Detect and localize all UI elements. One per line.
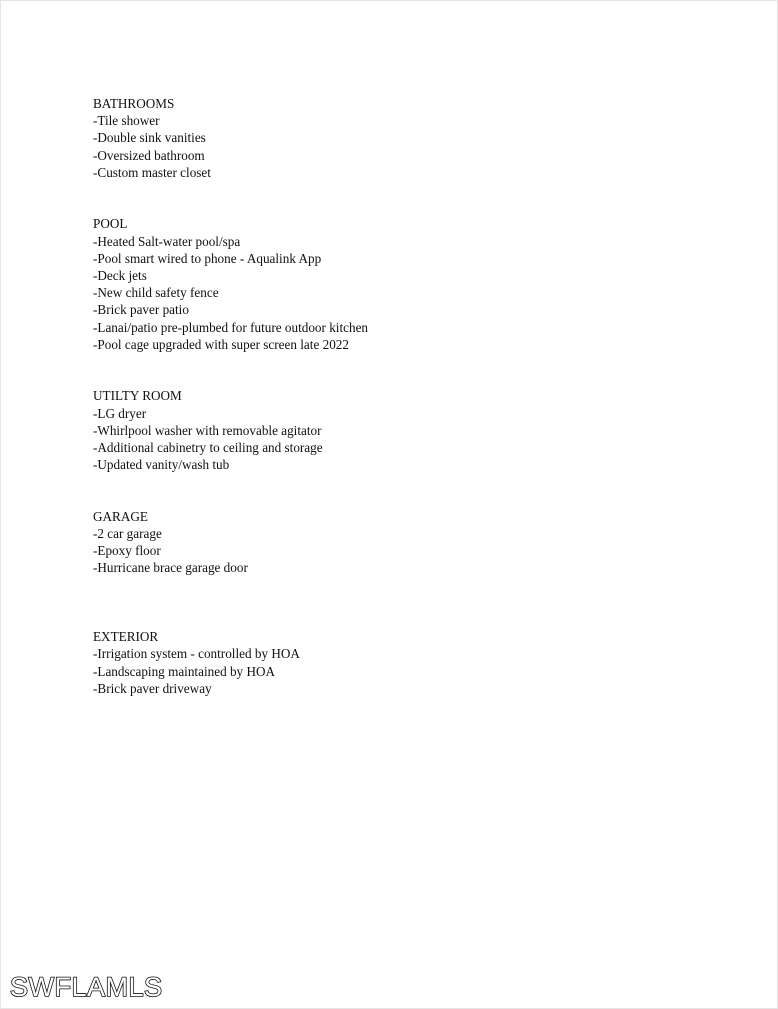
list-item: -Landscaping maintained by HOA	[93, 663, 276, 679]
section-heading: GARAGE	[93, 508, 148, 524]
list-item: -Deck jets	[93, 268, 147, 284]
list-item: -Custom master closet	[93, 164, 211, 180]
section-pool	[93, 215, 368, 353]
list-item: -Additional cabinetry to ceiling and storage	[93, 440, 323, 456]
section-utility-room	[93, 387, 368, 473]
list-item: -Double sink vanities	[93, 130, 206, 146]
list-item: -Tile shower	[93, 113, 160, 129]
list-item: -2 car garage	[93, 526, 162, 542]
section-heading: EXTERIOR	[93, 629, 159, 645]
section-heading: POOL	[93, 216, 128, 232]
watermark-logo: SWFLAMLS	[10, 972, 163, 1002]
list-item: -Heated Salt-water pool/spa	[93, 233, 241, 249]
list-item: -Brick paver patio	[93, 302, 189, 318]
section-heading: UTILTY ROOM	[93, 388, 182, 404]
section-exterior	[93, 628, 368, 697]
list-item: -Brick paver driveway	[93, 680, 212, 696]
list-item: -Oversized bathroom	[93, 147, 205, 163]
list-item: -Epoxy floor	[93, 543, 161, 559]
list-item: -Lanai/patio pre-plumbed for future outdoor kitchen	[93, 319, 369, 335]
list-item: -Hurricane brace garage door	[93, 560, 248, 576]
list-item: -Updated vanity/wash tub	[93, 457, 230, 473]
feature-list	[93, 95, 368, 697]
list-item: -Irrigation system - controlled by HOA	[93, 646, 300, 662]
list-item: -Pool cage upgraded with super screen late 2022	[93, 336, 349, 352]
section-bathrooms	[93, 95, 368, 181]
list-item: -LG dryer	[93, 405, 147, 421]
list-item: -New child safety fence	[93, 285, 219, 301]
list-item: -Whirlpool washer with removable agitator	[93, 422, 322, 438]
section-garage	[93, 508, 368, 577]
section-heading: BATHROOMS	[93, 96, 175, 111]
list-item: -Pool smart wired to phone - Aqualink App	[93, 250, 322, 266]
